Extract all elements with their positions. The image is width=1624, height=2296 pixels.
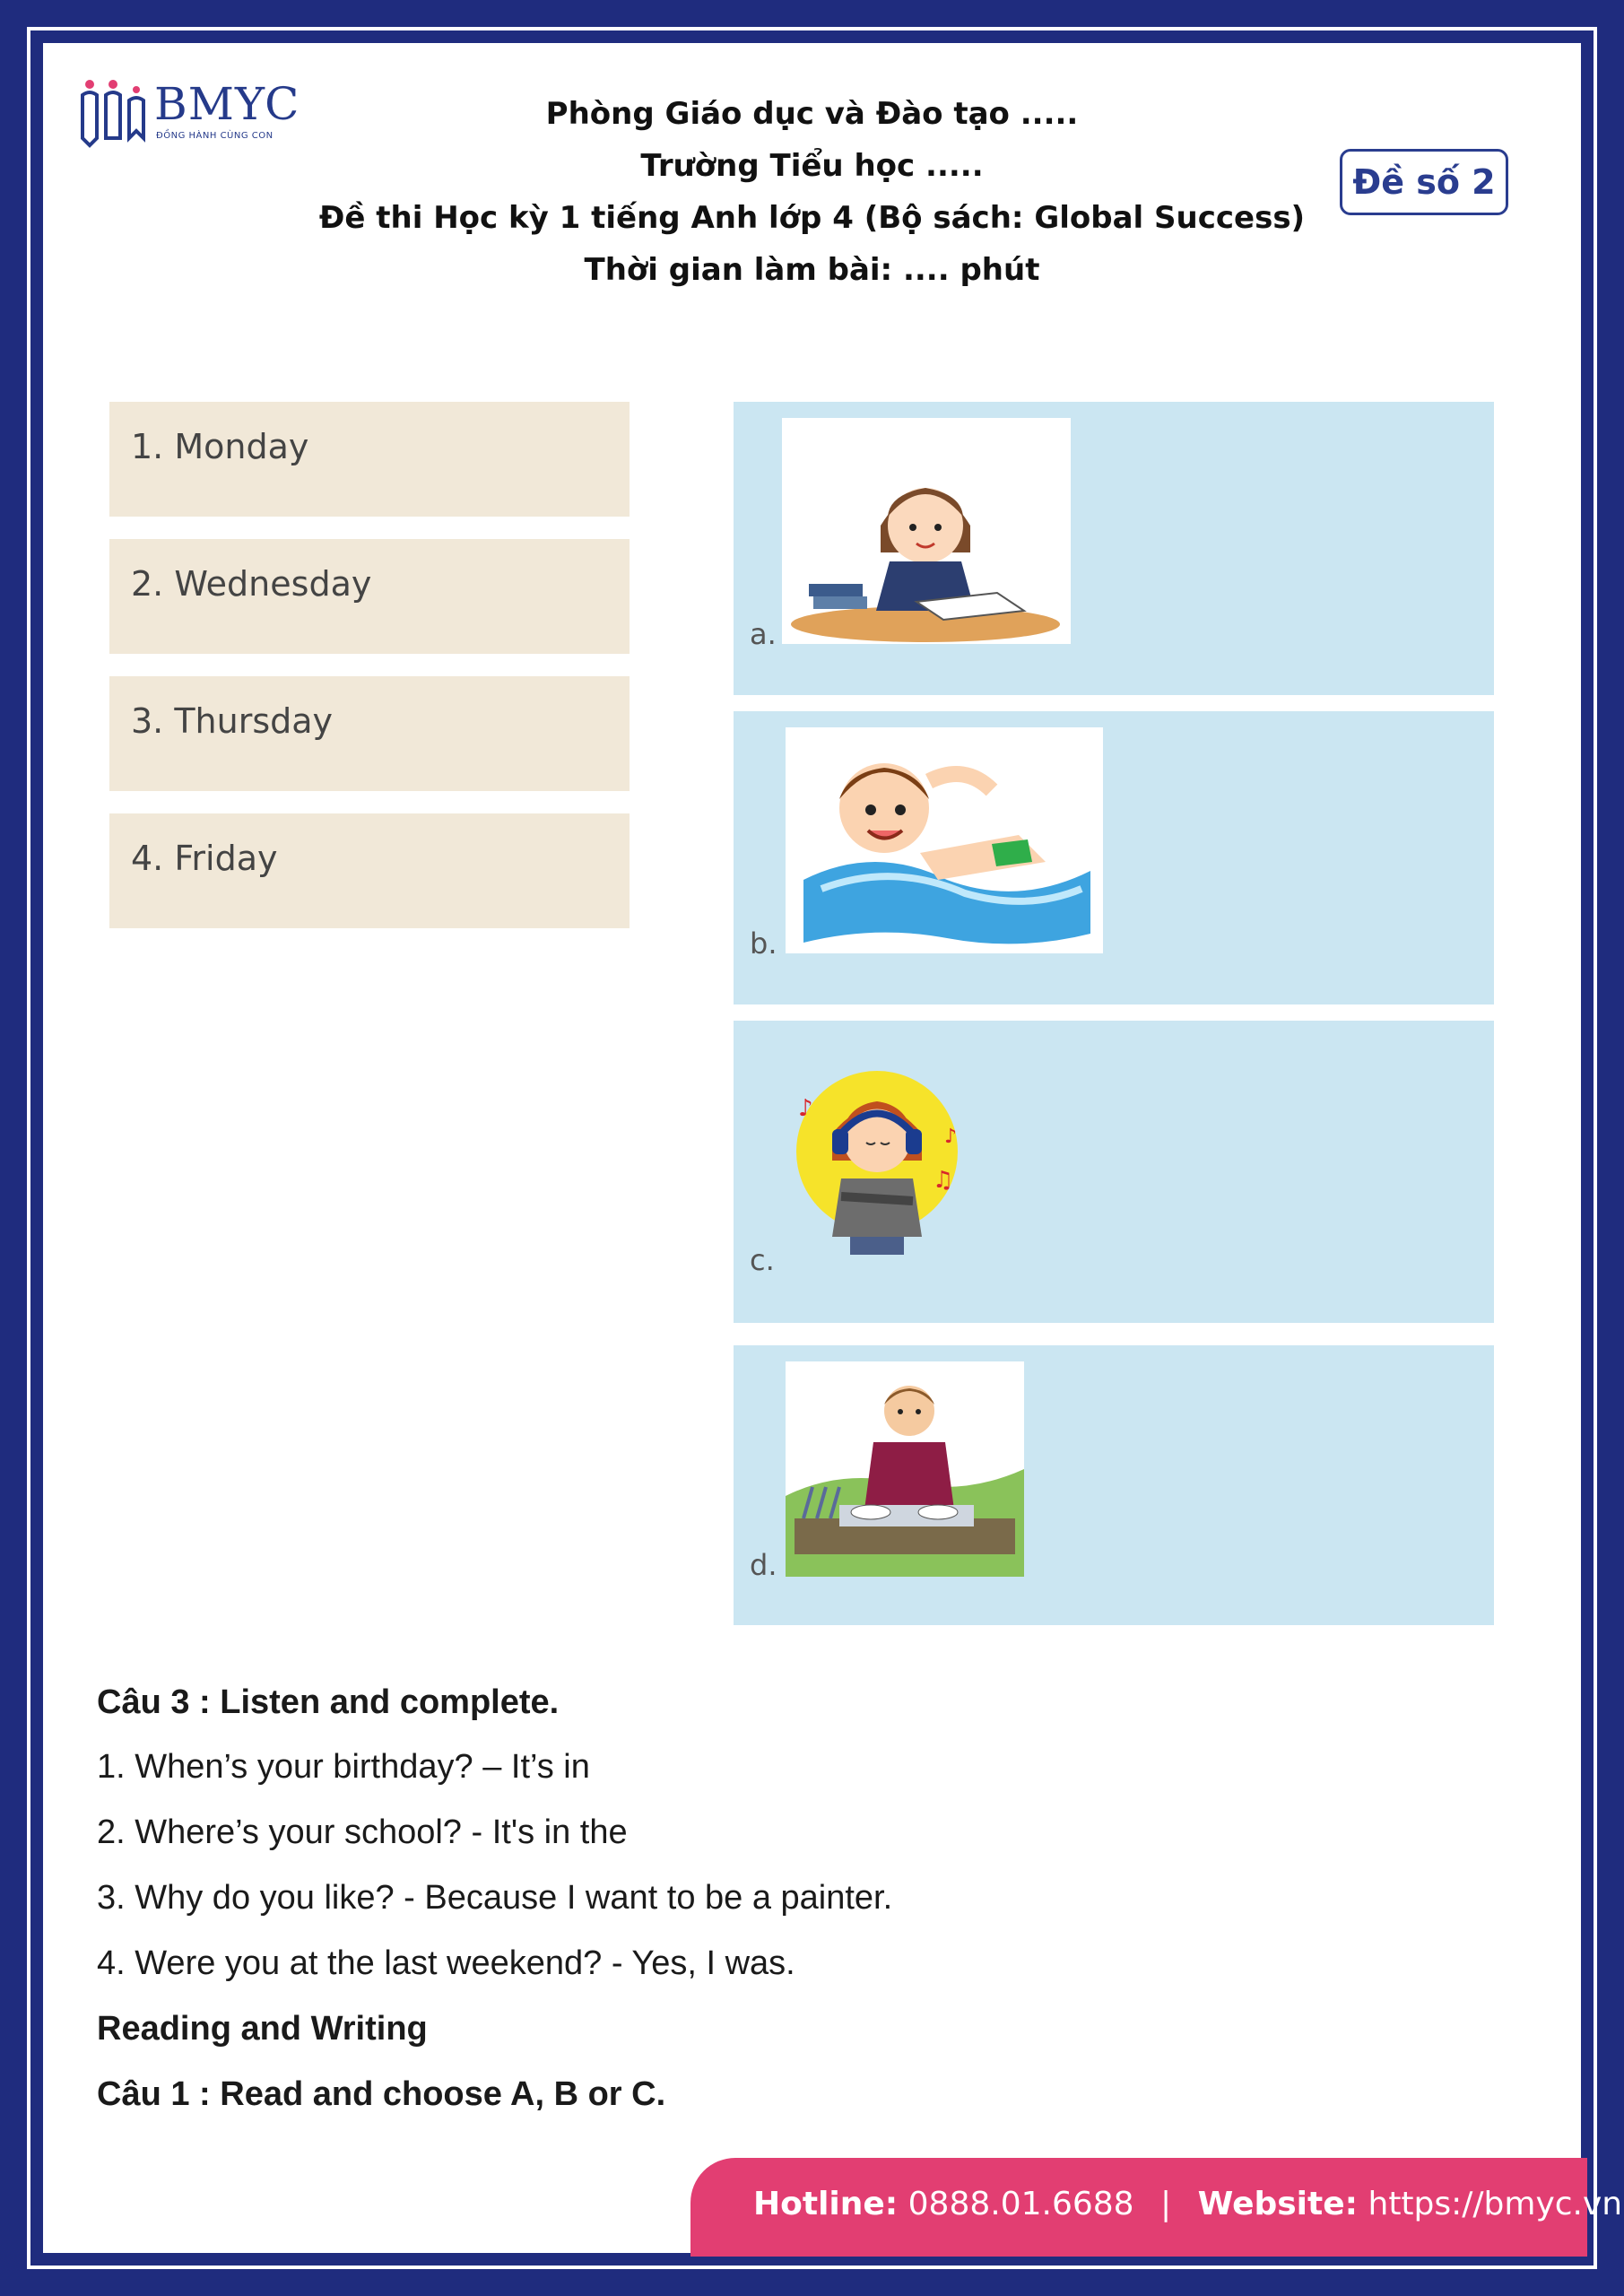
footer-separator: | [1160,2186,1172,2222]
day-option-1 [109,402,630,517]
picture-letter: a. [750,617,777,651]
reading-writing-heading: Reading and Writing [97,2010,428,2048]
day-label: 1. Monday [131,427,309,466]
svg-text:♪: ♪ [798,1095,813,1122]
footer-contact-line [753,2183,1622,2226]
header-exam-title: Đề thi Học kỳ 1 tiếng Anh lớp 4 (Bộ sách: Global Success) [318,200,1306,236]
cau3-item-2: 2. Where’s your school? - It's in the [97,1813,628,1851]
cau3-item-1: 1. When’s your birthday? – It’s in [97,1748,590,1786]
contact-footer [690,2158,1623,2257]
logo-tagline: ĐỒNG HÀNH CÙNG CON [156,131,274,141]
picture-letter: c. [750,1243,775,1277]
logo-name: BMYC [154,78,300,130]
cau1-title: Câu 1 : Read and choose A, B or C. [97,2075,666,2113]
day-label: 3. Thursday [131,701,334,741]
hotline-label: Hotline: [753,2186,899,2222]
day-option-3 [109,676,630,791]
day-label: 4. Friday [131,839,278,878]
svg-text:♫: ♫ [933,1167,954,1194]
worksheet-page [43,43,1581,2253]
picture-option-a [734,402,1494,695]
exam-number-badge: Đề số 2 [1340,149,1508,215]
picture-option-b [734,711,1494,1004]
picture-letter: d. [750,1548,777,1582]
picture-option-d [734,1345,1494,1625]
picture-letter: b. [750,926,777,961]
day-label: 2. Wednesday [131,564,372,604]
website-link[interactable]: https://bmyc.vn [1368,2186,1623,2222]
day-option-4 [109,813,630,928]
girl-studying-icon [782,418,1071,644]
cau3-item-3: 3. Why do you like? - Because I want to be a painter. [97,1879,893,1917]
header-school: Trường Tiểu học ..... [640,148,984,184]
man-washing-dishes-icon [786,1361,1024,1577]
header-time: Thời gian làm bài: .... phút [584,252,1040,288]
svg-text:♪: ♪ [944,1126,958,1148]
cau3-title: Câu 3 : Listen and complete. [97,1683,560,1721]
header-department: Phòng Giáo dục và Đào tạo ..... [545,96,1079,132]
cau3-item-4: 4. Were you at the last weekend? - Yes, I was. [97,1944,795,1982]
website-label: Website: [1197,2186,1359,2222]
boy-listening-music-icon [778,1044,976,1259]
day-option-2 [109,539,630,654]
picture-option-c [734,1021,1494,1323]
hotline-number[interactable]: 0888.01.6688 [908,2186,1134,2222]
boy-swimming-icon [786,727,1103,953]
